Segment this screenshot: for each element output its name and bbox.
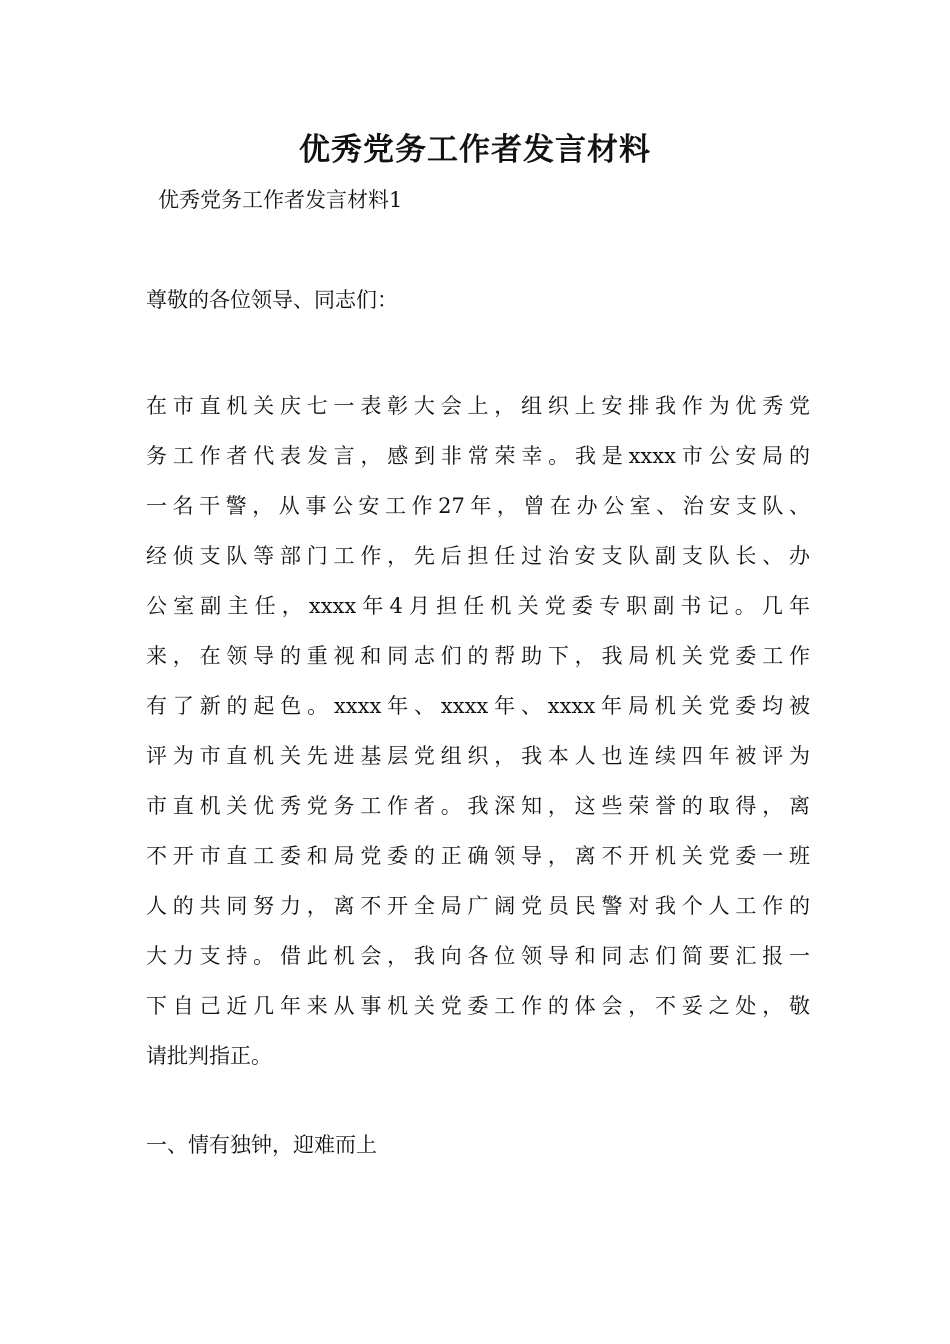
paragraph-line: 经侦支队等部门工作，先后担任过治安支队副支队长、办 bbox=[146, 544, 810, 568]
document-title: 优秀党务工作者发言材料 bbox=[299, 132, 651, 168]
paragraph-line: 市直机关优秀党务工作者。我深知，这些荣誉的取得，离 bbox=[146, 794, 810, 818]
paragraph-line: 大力支持。借此机会，我向各位领导和同志们简要汇报一 bbox=[146, 944, 810, 968]
salutation: 尊敬的各位领导、同志们： bbox=[146, 288, 398, 312]
paragraph-line: 评为市直机关先进基层党组织，我本人也连续四年被评为 bbox=[146, 744, 810, 768]
body-paragraph bbox=[146, 381, 810, 1081]
paragraph-line: 有了新的起色。xxxx年、xxxx年、xxxx年局机关党委均被 bbox=[146, 694, 810, 718]
paragraph-line: 来，在领导的重视和同志们的帮助下，我局机关党委工作 bbox=[146, 644, 810, 668]
section-heading: 一、情有独钟，迎难而上 bbox=[146, 1133, 377, 1157]
paragraph-line: 人的共同努力，离不开全局广阔党员民警对我个人工作的 bbox=[146, 894, 810, 918]
paragraph-line: 不开市直工委和局党委的正确领导，离不开机关党委一班 bbox=[146, 844, 810, 868]
paragraph-line: 在市直机关庆七一表彰大会上，组织上安排我作为优秀党 bbox=[146, 394, 810, 418]
paragraph-line: 一名干警，从事公安工作27年，曾在办公室、治安支队、 bbox=[146, 494, 810, 518]
paragraph-line: 下自己近几年来从事机关党委工作的体会，不妥之处，敬 bbox=[146, 994, 810, 1018]
paragraph-line: 公室副主任，xxxx年4月担任机关党委专职副书记。几年 bbox=[146, 594, 810, 618]
document-subtitle: 优秀党务工作者发言材料1 bbox=[158, 188, 403, 212]
paragraph-line: 务工作者代表发言，感到非常荣幸。我是xxxx市公安局的 bbox=[146, 444, 810, 468]
paragraph-line: 请批判指正。 bbox=[146, 1044, 272, 1068]
